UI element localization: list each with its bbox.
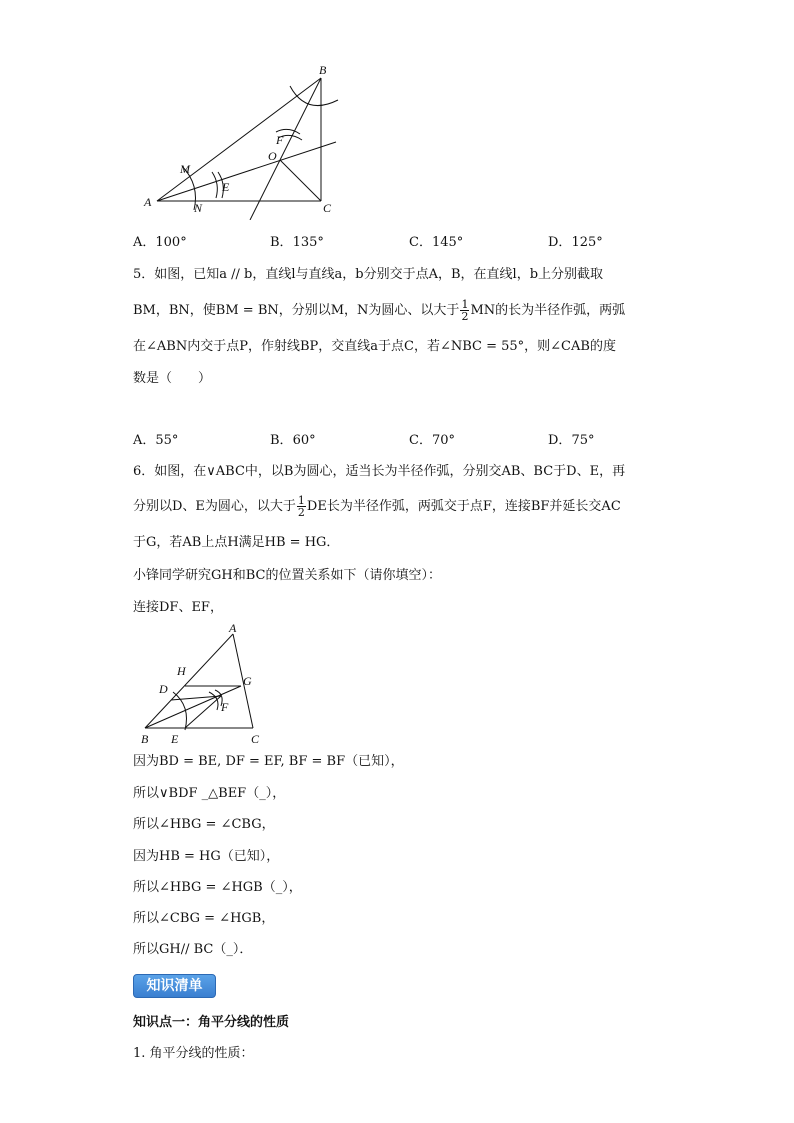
figure-triangle-abc-bisectors bbox=[130, 60, 350, 220]
q5-fraction: $\frac{1}{2}$ bbox=[461, 298, 469, 323]
q4-option-d: D．125° bbox=[548, 235, 603, 250]
label-e: E bbox=[222, 180, 230, 194]
proof-line-1: 因为BD = BE, DF = EF, BF = BF（已知）， bbox=[133, 754, 404, 769]
proof-line-3: 所以∠HBG = ∠CBG， bbox=[133, 817, 275, 832]
proof-line-4: 因为HB = HG（已知）， bbox=[133, 849, 280, 864]
label-c: C bbox=[323, 201, 332, 215]
label-b: B bbox=[319, 63, 327, 77]
label-c: C bbox=[251, 732, 260, 746]
q6-fraction: $\frac{1}{2}$ bbox=[297, 494, 305, 519]
label-f: F bbox=[221, 700, 229, 714]
q4-option-a: A．100° bbox=[133, 235, 187, 250]
proof-line-6: 所以∠CBG = ∠HGB， bbox=[133, 911, 275, 926]
q5-line-3: 在∠ABN内交于点P，作射线BP，交直线a于点C，若∠NBC = 55°，则∠CAB的度 bbox=[133, 339, 616, 354]
label-g: G bbox=[243, 674, 252, 688]
label-o: O bbox=[268, 149, 277, 163]
q6-line-4: 小锋同学研究GH和BC的位置关系如下（请你填空）： bbox=[133, 568, 441, 583]
knowledge-point-title: 知识点一：角平分线的性质 bbox=[133, 1015, 290, 1030]
q5-option-c: C．70° bbox=[409, 433, 455, 448]
segment-ab bbox=[157, 78, 321, 201]
label-d: D bbox=[159, 682, 168, 696]
q5-option-d: D．75° bbox=[548, 433, 595, 448]
q5-line-4: 数是（ ） bbox=[133, 371, 212, 386]
q4-option-b: B．135° bbox=[270, 235, 324, 250]
label-e: E bbox=[171, 732, 179, 746]
q5-option-a: A．55° bbox=[133, 433, 179, 448]
label-m: M bbox=[180, 162, 190, 176]
q6-line-2: 分别以D、E为圆心，以大于 $\frac{1}{2}$ DE长为半径作弧，两弧交于点F，连接BF并延长交AC bbox=[133, 494, 621, 519]
arc-e-1 bbox=[212, 172, 217, 198]
bisector-from-b bbox=[250, 78, 321, 220]
label-b: B bbox=[141, 732, 149, 746]
arc-f-2 bbox=[209, 692, 218, 710]
q6-line-1: 6．如图，在∨ABC中，以B为圆心，适当长为半径作弧，分别交AB、BC于D、E，再 bbox=[133, 464, 626, 479]
segment-oc bbox=[280, 160, 321, 201]
q5-option-b: B．60° bbox=[270, 433, 316, 448]
proof-line-5: 所以∠HBG = ∠HGB（_）， bbox=[133, 880, 302, 895]
proof-line-2: 所以∨BDF _△BEF（_）， bbox=[133, 786, 286, 801]
label-a: A bbox=[229, 621, 237, 635]
q4-option-c: C．145° bbox=[409, 235, 464, 250]
q6-line-5: 连接DF、EF， bbox=[133, 600, 223, 615]
label-h: H bbox=[177, 664, 186, 678]
label-f: F bbox=[276, 133, 284, 147]
segment-ab bbox=[145, 634, 233, 728]
proof-line-7: 所以GH// BC（_）． bbox=[133, 942, 253, 957]
segment-ef bbox=[185, 696, 221, 728]
arc-around-b bbox=[290, 86, 338, 106]
knowledge-item-1: 1. 角平分线的性质： bbox=[133, 1046, 254, 1061]
figure-triangle-abc-construction bbox=[135, 620, 275, 748]
q6-line-3: 于G，若AB上点H满足HB = HG． bbox=[133, 535, 340, 550]
q5-line-1: 5．如图，已知a // b，直线l与直线a，b分别交于点A，B，在直线l，b上分别截取 bbox=[133, 267, 604, 282]
section-badge-knowledge-list: 知识清单 bbox=[133, 974, 216, 998]
label-a: A bbox=[144, 195, 152, 209]
label-n: N bbox=[194, 201, 203, 215]
q5-line-2: BM，BN，使BM = BN，分别以M，N为圆心、以大于 $\frac{1}{2}$ MN的长为半径作弧，两弧 bbox=[133, 298, 626, 323]
